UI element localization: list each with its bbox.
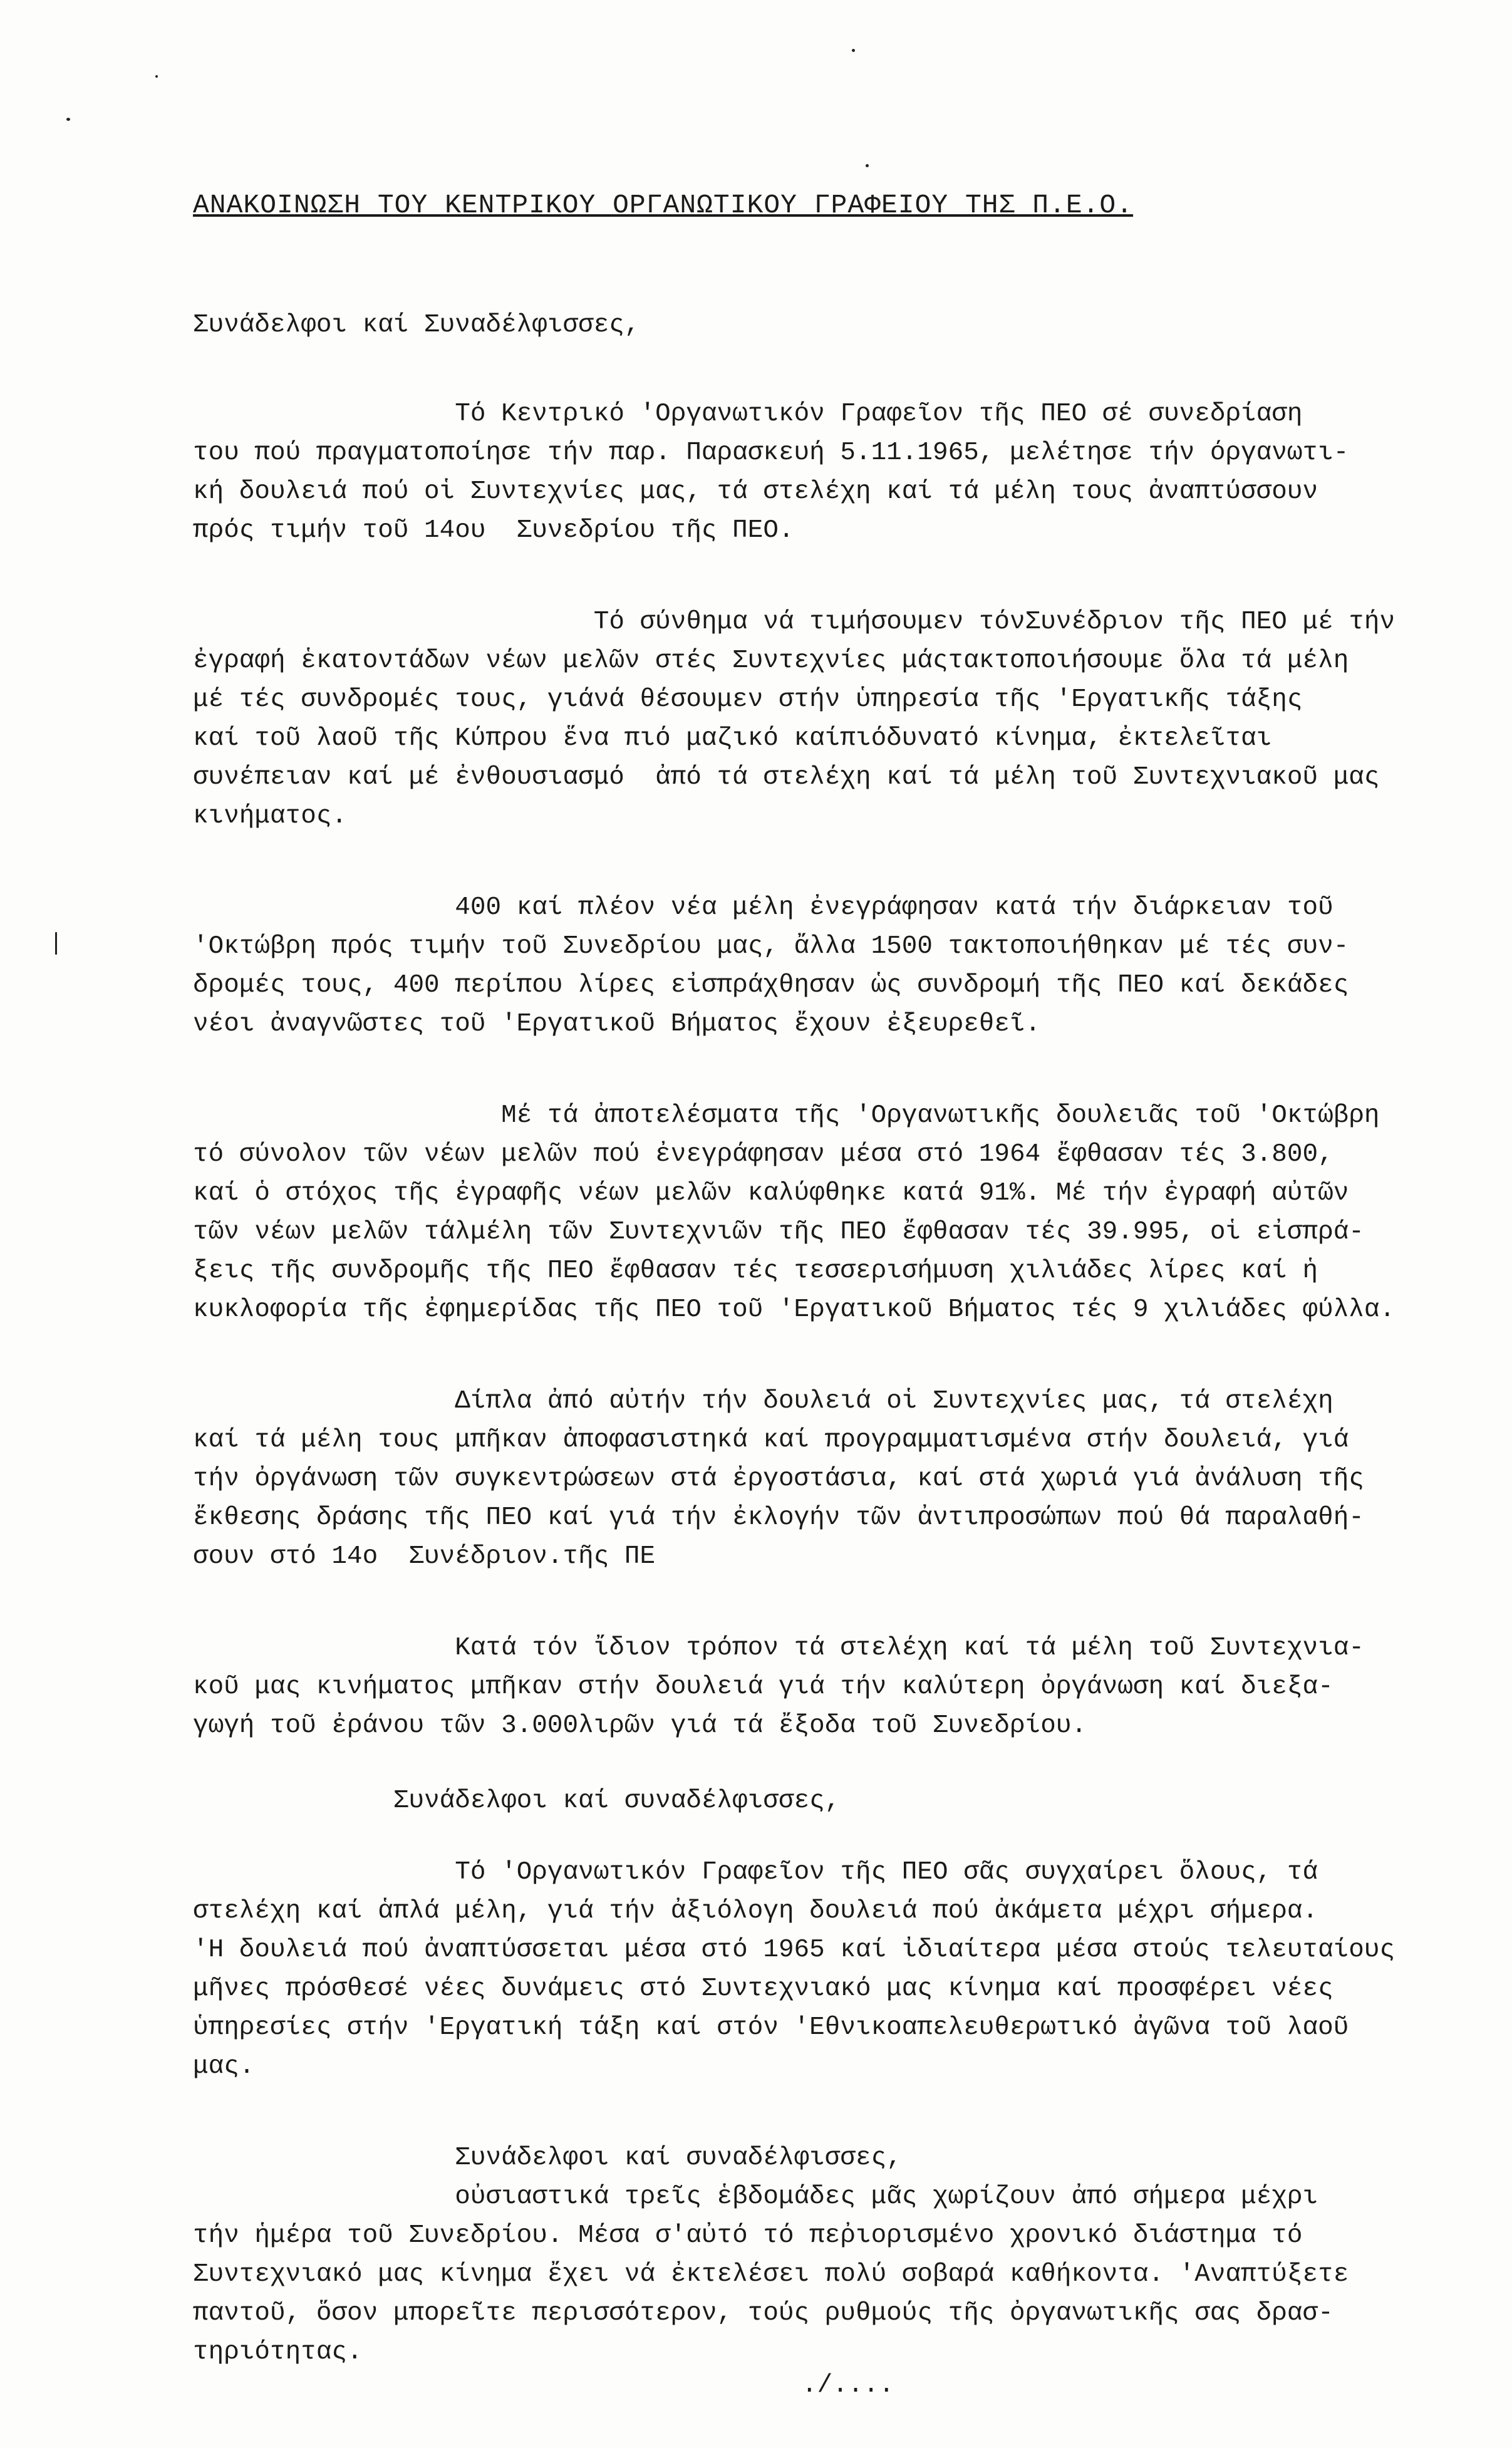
salutation-middle: Συνάδελφοι καί συναδέλφισσες, xyxy=(193,1787,841,1815)
ink-speck xyxy=(852,49,855,52)
paragraph-slogan: Τό σύνθημα νά τιμήσουμεν τόνΣυνέδριον τῆς ΠΕΟ μέ τήν ἐγραφή ἑκατοντάδων νέων μελῶν στές Συντεχνίες μάςτακτοποιήσουμε ὅλα τά μέλη μέ τές συνδρομές τους, γιάνά θέσουμεν στήν ὑπηρεσία τῆς 'Εργατικῆς τάξης καί τοῦ λαοῦ τῆς Κύπρου ἕνα πιό μαζικό καίπιόδυνατό κίνημα, ἐκτελεῖται συνέπειαν καί μέ ἐνθουσιασμό ἀπό τά στελέχη καί τά μέλη τοῦ Συντεχνιακοῦ μας κινήματος. xyxy=(193,608,1395,831)
paragraph-meeting: Τό Κεντρικό 'Οργανωτικόν Γραφεῖον τῆς ΠΕΟ σέ συνεδρίαση του πού πραγματοποίησε τήν παρ. Παρασκευή 5.11.1965, μελέτησε τήν όργανωτι- κή δουλειά πού οἱ Συντεχνίες μας, τά στελέχη καί τά μέλη τους ἀναπτύσσουν πρός τιμήν τοῦ 14ου Συνεδρίου τῆς ΠΕΟ. xyxy=(193,400,1349,545)
paragraph-congratulations: Τό 'Οργανωτικόν Γραφεῖον τῆς ΠΕΟ σᾶς συγχαίρει ὅλους, τά στελέχη καί ἁπλά μέλη, γιά τήν ἀξιόλογη δουλειά πού ἀκάμετα μέχρι σήμερα. 'Η δουλειά πού ἀναπτύσσεται μέσα στό 1965 καί ἰδιαίτερα μέσα στούς τελευταίους μῆνες πρόσθεσέ νέες δυνάμεις στό Συντεχνιακό μας κίνημα καί προσφέρει νέες ὑπηρεσίες στήν 'Εργατική τάξη καί στόν 'Εθνικοαπελευθερωτικό ἀγῶνα τοῦ λαοῦ μας. xyxy=(193,1858,1395,2081)
ink-speck xyxy=(866,164,869,167)
ink-speck xyxy=(155,75,158,78)
paragraph-new-members: 400 καί πλέον νέα μέλη ἐνεγράφησαν κατά τήν διάρκειαν τοῦ 'Οκτώβρη πρός τιμήν τοῦ Συνεδρίου μας, ἄλλα 1500 τακτοποιήθηκαν μέ τές συν- δρομές τους, 400 περίπου λίρες εἰσπράχθησαν ὡς συνδρομή τῆς ΠΕΟ καί δεκάδες νέοι ἀναγνῶστες τοῦ 'Εργατικοῦ Βήματος ἔχουν ἐξευρεθεῖ. xyxy=(193,893,1349,1039)
salutation-closing: Συνάδελφοι καί συναδέλφισσες, xyxy=(193,2144,902,2172)
paragraph-closing: οὐσιαστικά τρεῖς ἑβδομάδες μᾶς χωρίζουν ἀπό σήμερα μέχρι τήν ἡμέρα τοῦ Συνεδρίου. Μέσα σ'αὐτό τό πεῤιορισμένο χρονικό διάστημα τό Συντεχνιακό μας κίνημα ἔχει νά ἐκτελέσει πολύ σοβαρά καθήκοντα. 'Αναπτύξετε παντοῦ, ὅσον μπορεῖτε περισσότερον, τούς ρυθμούς τῆς ὀργανωτικῆς σας δρασ- τηριότητας. xyxy=(193,2182,1349,2367)
ink-speck xyxy=(66,118,70,121)
paragraph-results: Μέ τά ἀποτελέσματα τῆς 'Οργανωτικῆς δουλειᾶς τοῦ 'Οκτώβρη τό σύνολον τῶν νέων μελῶν πού ἐνεγράφησαν μέσα στό 1964 ἔφθασαν τές 3.800, καί ὁ στόχος τῆς ἐγραφῆς νέων μελῶν καλύφθηκε κατά 91%. Μέ τήν ἐγραφή αὐτῶν τῶν νέων μελῶν τάλμέλη τῶν Συντεχνιῶν τῆς ΠΕΟ ἔφθασαν τές 39.995, οἱ εἰσπρά- ξεις τῆς συνδρομῆς τῆς ΠΕΟ ἔφθασαν τές τεσσερισήμυση χιλιάδες λίρες καί ἡ κυκλοφορία τῆς ἐφημερίδας τῆς ΠΕΟ τοῦ 'Εργατικοῦ Βήματος τές 9 χιλιάδες φύλλα. xyxy=(193,1101,1395,1324)
document-body xyxy=(193,188,1471,2424)
paragraph-fundraising: Κατά τόν ἴδιον τρόπον τά στελέχη καί τά μέλη τοῦ Συντεχνια- κοῦ μας κινήματος μπῆκαν στήν δουλειά γιά τήν καλύτερη ὀργάνωση καί διεξα- γωγή τοῦ ἐράνου τῶν 3.000λιρῶν γιά τά ἔξοδα τοῦ Συνεδρίου. xyxy=(193,1634,1364,1740)
salutation-opening: Συνάδελφοι καί Συναδέλφισσες, xyxy=(193,311,640,340)
document-heading: ΑΝΑΚΟΙΝΩΣΗ ΤΟΥ ΚΕΝΤΡΙΚΟΥ ΟΡΓΑΝΩΤΙΚΟΥ ΓΡΑΦΕΙΟΥ ΤΗΣ Π.Ε.Ο. xyxy=(193,190,1134,220)
continuation-mark: ./.... xyxy=(802,2371,894,2400)
ink-speck xyxy=(55,932,57,955)
paragraph-meetings: Δίπλα ἀπό αὐτήν τήν δουλειά οἱ Συντεχνίες μας, τά στελέχη καί τά μέλη τους μπῆκαν ἀποφασιστηκά καί προγραμματισμένα στήν δουλειά, γιά τήν ὀργάνωση τῶν συγκεντρώσεων στά ἐργοστάσια, καί στά χωριά γιά ἀνάλυση τῆς ἔκθεσης δράσης τῆς ΠΕΟ καί γιά τήν ἐκλογήν τῶν ἀντιπροσώπων πού θά παραλαθή- σουν στό 14ο Συνέδριον.τῆς ΠΕ xyxy=(193,1387,1364,1571)
